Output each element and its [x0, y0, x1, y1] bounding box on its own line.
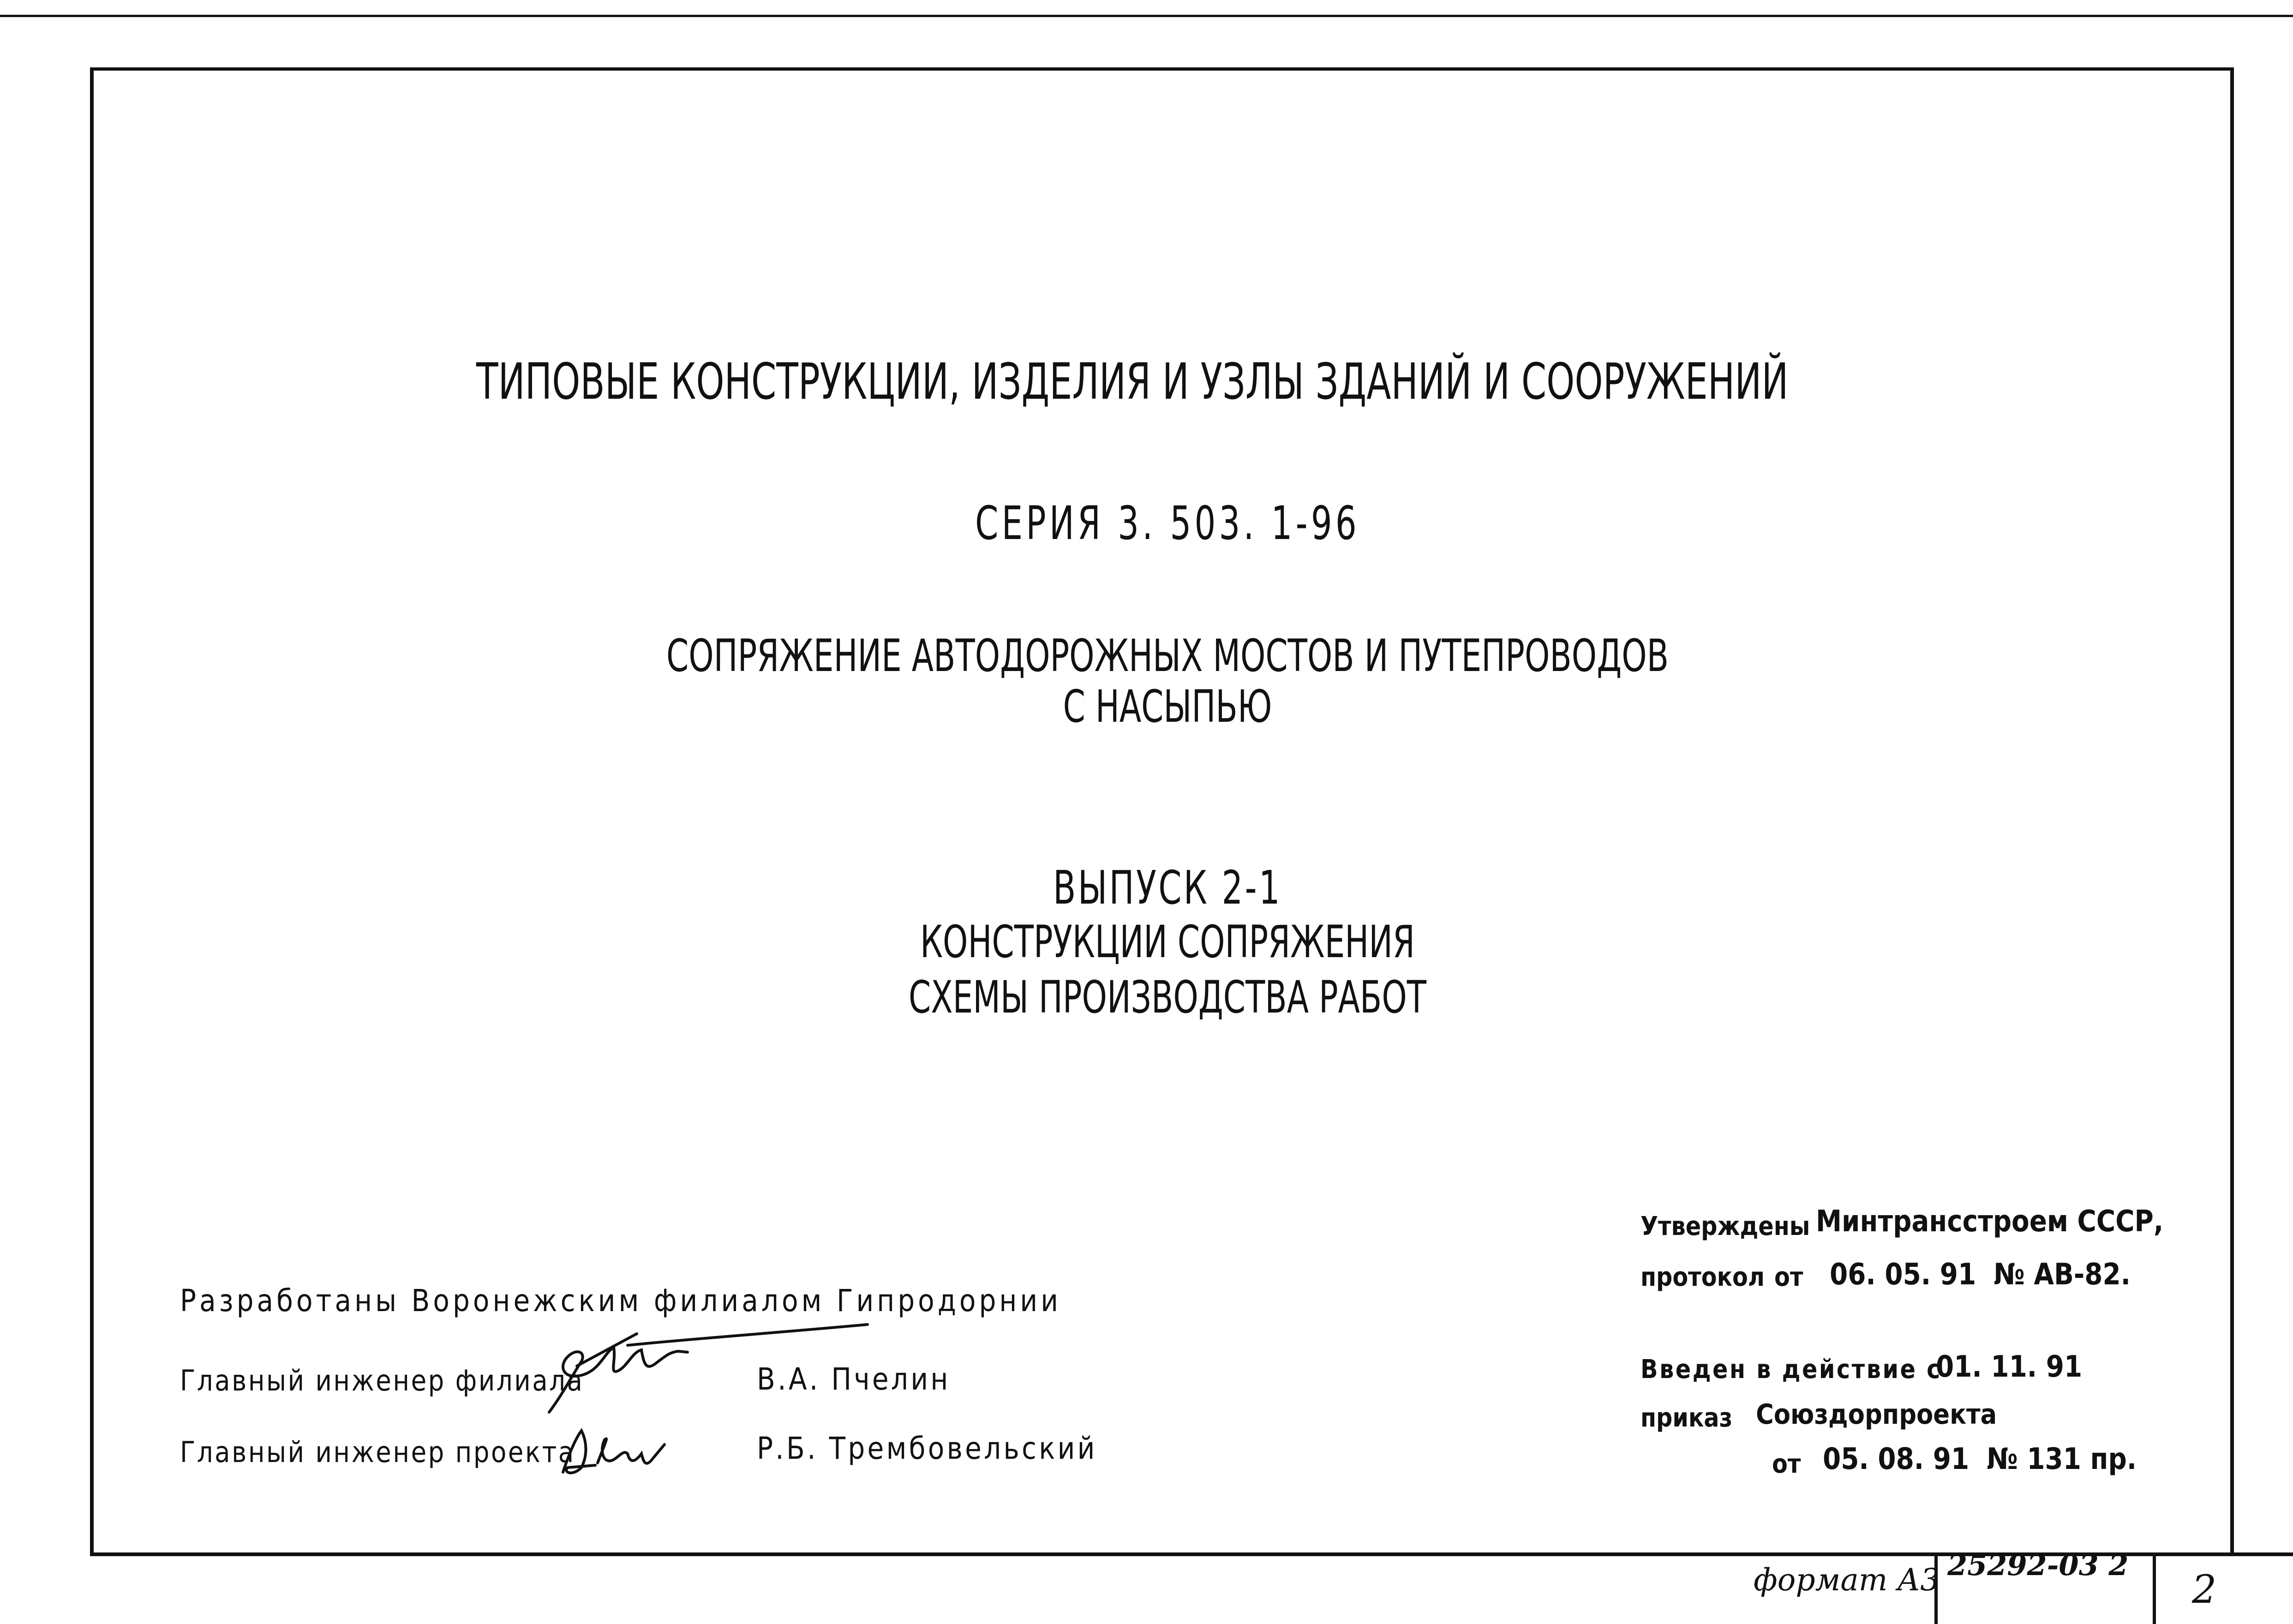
subject-line-2: С НАСЫПЬЮ [1063, 681, 1272, 732]
chief-engineer-project-label: Главный инженер проекта [180, 1435, 575, 1469]
order-label: приказ [1640, 1403, 1733, 1433]
top-edge-line [0, 15, 2293, 17]
protocol-from: от [1774, 1262, 1803, 1292]
approved-by: Минтрансстроем СССР, [1816, 1205, 2164, 1239]
series-number: СЕРИЯ 3. 503. 1-96 [975, 496, 1360, 550]
protocol-date: 06. 05. 91 [1830, 1258, 1976, 1292]
protocol-number: № АВ-82. [1994, 1258, 2131, 1292]
order-from: от [1772, 1449, 1801, 1479]
developed-by: Разработаны Воронежским филиалом Гипродорнии [180, 1283, 1061, 1318]
frame-right-upper [2230, 67, 2234, 1556]
series-category-title: ТИПОВЫЕ КОНСТРУКЦИИ, ИЗДЕЛИЯ И УЗЛЫ ЗДАНИЙ И СООРУЖЕНИЙ [476, 353, 1789, 411]
stamp-divider-2 [2153, 1552, 2156, 1624]
issue-title-line-2: СХЕМЫ ПРОИЗВОДСТВА РАБОТ [909, 971, 1426, 1023]
document-code: 25292-03 2 [1947, 1548, 2129, 1582]
page-number: 2 [2192, 1567, 2217, 1612]
subject-line-1: СОПРЯЖЕНИЕ АВТОДОРОЖНЫХ МОСТОВ И ПУТЕПРОВОДОВ [666, 630, 1669, 682]
issue-title-line-1: КОНСТРУКЦИИ СОПРЯЖЕНИЯ [920, 916, 1415, 968]
protocol-label: протокол [1640, 1262, 1765, 1292]
order-number: № 131 пр. [1987, 1442, 2137, 1476]
approved-label: Утверждены [1640, 1211, 1810, 1241]
order-date: 05. 08. 91 [1823, 1442, 1970, 1476]
signature-trembovelsky [554, 1417, 674, 1486]
frame-top [90, 67, 2233, 71]
enacted-label: Введен в действие с [1640, 1354, 1942, 1384]
format-label: формат А3 [1754, 1562, 1940, 1598]
frame-left [90, 67, 94, 1556]
chief-engineer-project-name: Р.Б. Трембовельский [757, 1431, 1097, 1466]
chief-engineer-branch-name: В.А. Пчелин [757, 1361, 951, 1397]
chief-engineer-branch-label: Главный инженер филиала [180, 1364, 584, 1397]
issue-number: ВЫПУСК 2-1 [1053, 861, 1282, 915]
order-by: Союздорпроекта [1756, 1398, 1997, 1431]
enacted-date: 01. 11. 91 [1936, 1350, 2083, 1384]
